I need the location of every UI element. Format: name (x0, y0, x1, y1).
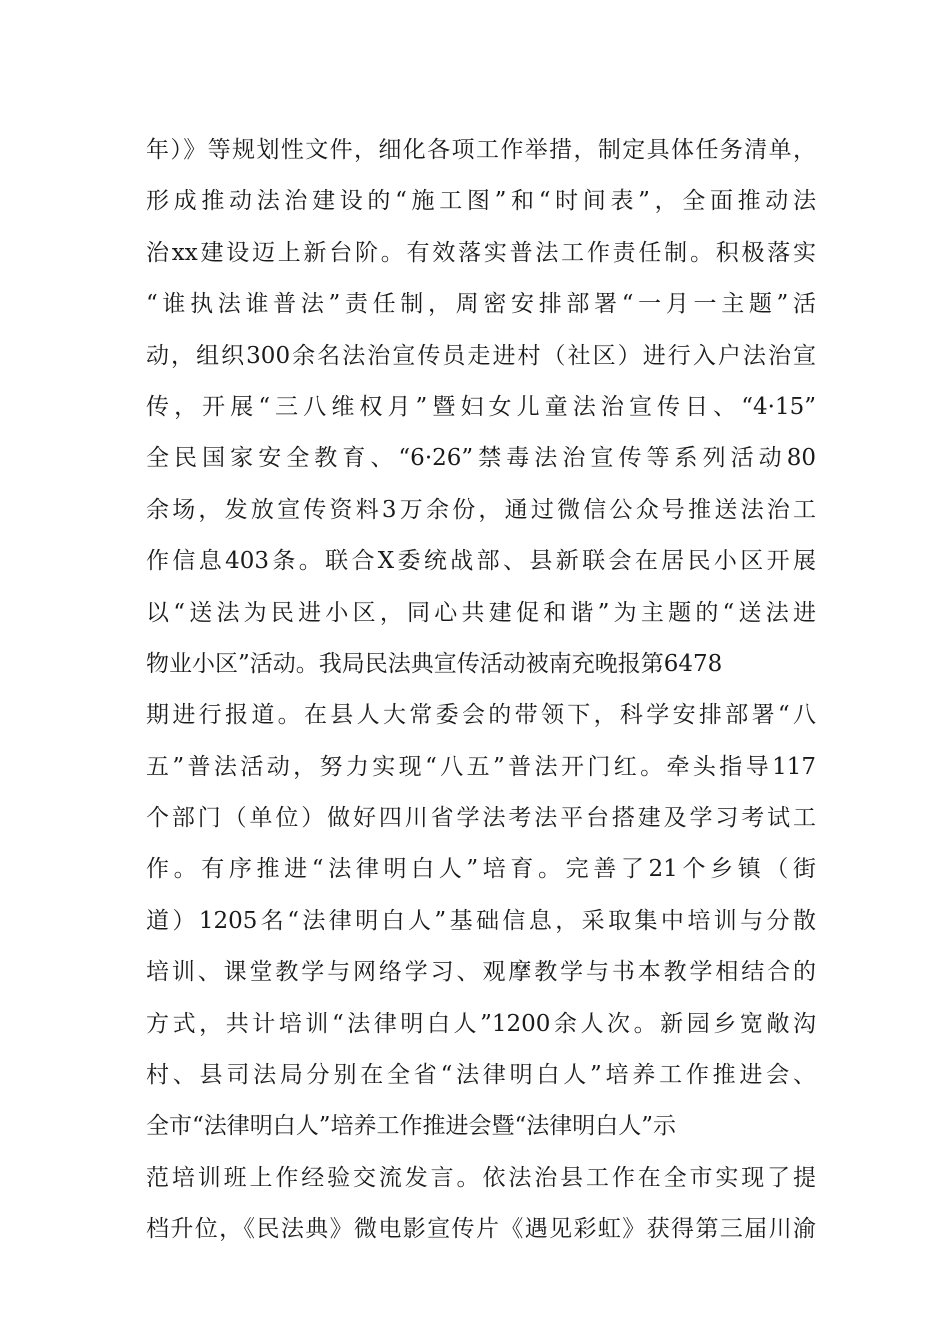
text-line: 培训、课堂教学与网络学习、观摩教学与书本教学相结合的 (146, 959, 816, 986)
text-line: 全市“法律明白人”培养工作推进会暨“法律明白人”示 (146, 1113, 677, 1140)
text-line: 作信息403条。联合X委统战部、县新联会在居民小区开展 (146, 548, 816, 575)
text-line: 范培训班上作经验交流发言。依法治县工作在全市实现了提 (146, 1164, 816, 1191)
text-line: 全民国家安全教育、“6·26”禁毒法治宣传等系列活动80 (146, 445, 816, 472)
text-line: 作。有序推进“法律明白人”培育。完善了21个乡镇（街 (146, 856, 816, 883)
text-line: 五”普法活动，努力实现“八五”普法开门红。牵头指导117 (146, 753, 816, 780)
text-line: 档升位，《民法典》微电影宣传片《遇见彩虹》获得第三届川渝 (146, 1216, 816, 1243)
text-line: 动，组织300余名法治宣传员走进村（社区）进行入户法治宣 (146, 342, 816, 369)
text-line: 个部门（单位）做好四川省学法考法平台搭建及学习考试工 (146, 805, 816, 832)
text-line: 年）》等规划性文件，细化各项工作举措，制定具体任务清单， (146, 137, 816, 163)
text-line: 形成推动法治建设的“施工图”和“时间表”，全面推动法 (146, 188, 816, 215)
text-line: 方式，共计培训“法律明白人”1200余人次。新园乡宽敞沟 (146, 1010, 816, 1037)
text-line: 传，开展“三八维权月”暨妇女儿童法治宣传日、“4·15” (146, 393, 816, 420)
text-line: 物业小区”活动。我局民法典宣传活动被南充晚报第6478 (146, 650, 723, 677)
text-line: 村、县司法局分别在全省“法律明白人”培养工作推进会、 (146, 1062, 816, 1089)
text-line: “谁执法谁普法”责任制，周密安排部署“一月一主题”活 (146, 291, 816, 318)
text-line: 道）1205名“法律明白人”基础信息，采取集中培训与分散 (146, 907, 816, 934)
text-line: 治xx建设迈上新台阶。有效落实普法工作责任制。积极落实 (146, 239, 816, 266)
text-line: 期进行报道。在县人大常委会的带领下，科学安排部署“八 (146, 702, 816, 729)
body-paragraph (146, 125, 816, 1256)
text-line: 以“送法为民进小区，同心共建促和谐”为主题的“送法进 (146, 599, 816, 626)
text-line: 余场，发放宣传资料3万余份，通过微信公众号推送法治工 (146, 496, 816, 523)
